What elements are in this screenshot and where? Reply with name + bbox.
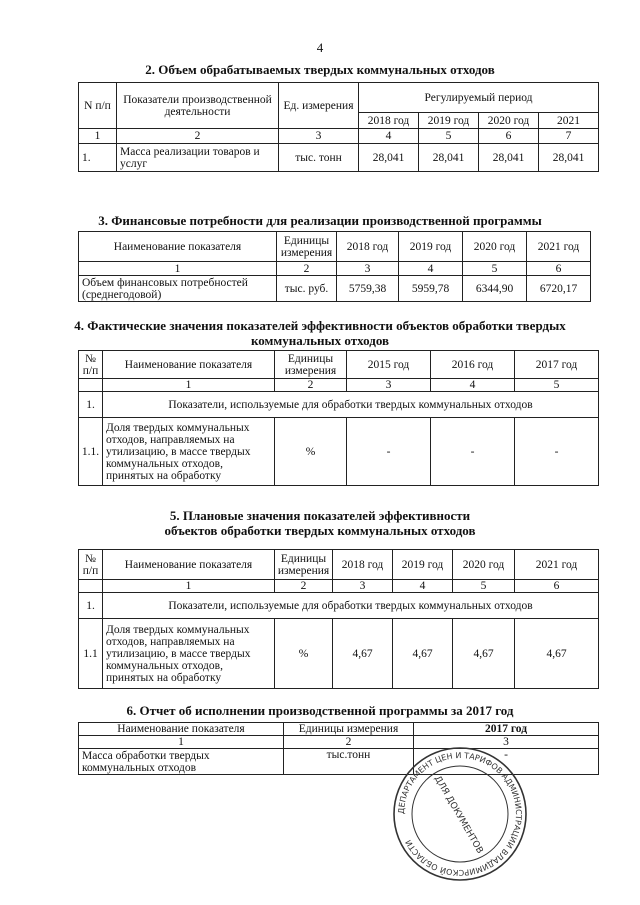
year-cell: 2018 год [337, 232, 399, 262]
index-cell: 3 [333, 580, 393, 593]
year-cell: 2016 год [431, 351, 515, 379]
index-cell: 4 [393, 580, 453, 593]
value-cell: 28,041 [419, 144, 479, 172]
header-unit: Единицы измерения [275, 351, 347, 379]
index-cell: 4 [431, 379, 515, 392]
row-name: Доля твердых коммунальных отходов, направляемых на утилизацию, в массе твердых коммунальных отходов, принятых на обработку [103, 418, 275, 486]
year-cell: 2019 год [419, 113, 479, 129]
index-cell: 2 [117, 129, 279, 144]
section-2-title: 2. Объем обрабатываемых твердых коммунальных отходов [145, 62, 495, 77]
index-cell [79, 379, 103, 392]
page-number: 4 [316, 40, 324, 55]
year-cell: 2021 [539, 113, 599, 129]
index-cell: 6 [515, 580, 599, 593]
year-cell: 2021 год [515, 550, 599, 580]
header-unit: Единицы измерения [277, 232, 337, 262]
index-cell: 5 [515, 379, 599, 392]
index-cell: 3 [279, 129, 359, 144]
row-name: Масса обработки твердых коммунальных отходов [79, 749, 284, 775]
value-cell: 6720,17 [527, 276, 591, 302]
year-cell: 2018 год [359, 113, 419, 129]
value-cell: 5759,38 [337, 276, 399, 302]
header-unit: Единицы измерения [275, 550, 333, 580]
value-cell: 28,041 [479, 144, 539, 172]
row-unit: % [275, 619, 333, 689]
row-num: 1. [79, 144, 117, 172]
index-cell: 3 [337, 262, 399, 276]
value-cell: 4,67 [515, 619, 599, 689]
index-cell: 1 [103, 379, 275, 392]
header-indicator: Показатели производственной деятельности [117, 83, 279, 129]
group-num: 1. [79, 593, 103, 619]
value-cell: - [431, 418, 515, 486]
index-cell: 5 [419, 129, 479, 144]
stamp-center-text: ДЛЯ ДОКУМЕНТОВ [431, 774, 485, 856]
row-unit: тыс. тонн [279, 144, 359, 172]
value-cell: 4,67 [393, 619, 453, 689]
index-cell: 5 [463, 262, 527, 276]
header-name: Наименование показателя [79, 232, 277, 262]
index-cell: 1 [79, 736, 284, 749]
header-name: Наименование показателя [79, 723, 284, 736]
section-5-table [78, 549, 599, 689]
value-cell: 4,67 [453, 619, 515, 689]
header-period: Регулируемый период [359, 83, 599, 113]
row-name: Объем финансовых потребностей (среднегодовой) [79, 276, 277, 302]
value-cell: 28,041 [359, 144, 419, 172]
row-unit: % [275, 418, 347, 486]
index-cell: 2 [275, 379, 347, 392]
year-cell: 2020 год [453, 550, 515, 580]
section-3-title: 3. Финансовые потребности для реализации производственной программы [98, 213, 542, 228]
index-cell: 2 [277, 262, 337, 276]
section-5-title: 5. Плановые значения показателей эффективности объектов обработки твердых коммунальных отходов [164, 508, 476, 538]
value-cell: 5959,78 [399, 276, 463, 302]
header-num: N п/п [79, 83, 117, 129]
section-3-table [78, 231, 591, 302]
index-cell: 2 [275, 580, 333, 593]
index-cell: 7 [539, 129, 599, 144]
year-cell: 2018 год [333, 550, 393, 580]
section-4-title: 4. Фактические значения показателей эффективности объектов обработки твердых коммунальных отходов [74, 318, 566, 348]
row-name: Масса реализации товаров и услуг [117, 144, 279, 172]
row-num: 1.1 [79, 619, 103, 689]
header-year: 2017 год [414, 723, 599, 736]
header-name: Наименование показателя [103, 550, 275, 580]
index-cell: 1 [79, 262, 277, 276]
section-6-title: 6. Отчет об исполнении производственной программы за 2017 год [126, 703, 514, 718]
index-cell [79, 580, 103, 593]
index-cell: 5 [453, 580, 515, 593]
section-2-table [78, 82, 599, 172]
header-unit: Единицы измерения [284, 723, 414, 736]
header-name: Наименование показателя [103, 351, 275, 379]
year-cell: 2019 год [399, 232, 463, 262]
year-cell: 2019 год [393, 550, 453, 580]
row-unit: тыс.тонн [284, 749, 414, 775]
year-cell: 2021 год [527, 232, 591, 262]
header-unit: Ед. измерения [279, 83, 359, 129]
official-stamp [390, 744, 530, 884]
year-cell: 2017 год [515, 351, 599, 379]
year-cell: 2020 год [479, 113, 539, 129]
index-cell: 4 [399, 262, 463, 276]
value-cell: - [515, 418, 599, 486]
group-num: 1. [79, 392, 103, 418]
index-cell: 1 [103, 580, 275, 593]
index-cell: 4 [359, 129, 419, 144]
value-cell: - [414, 749, 599, 775]
row-num: 1.1. [79, 418, 103, 486]
value-cell: 4,67 [333, 619, 393, 689]
year-cell: 2015 год [347, 351, 431, 379]
value-cell: 28,041 [539, 144, 599, 172]
value-cell: 6344,90 [463, 276, 527, 302]
section-4-table [78, 350, 599, 486]
index-cell: 2 [284, 736, 414, 749]
row-unit: тыс. руб. [277, 276, 337, 302]
value-cell: - [347, 418, 431, 486]
row-name: Доля твердых коммунальных отходов, направляемых на утилизацию, в массе твердых коммунальных отходов, принятых на обработку [103, 619, 275, 689]
index-cell: 6 [479, 129, 539, 144]
group-label: Показатели, используемые для обработки твердых коммунальных отходов [103, 593, 599, 619]
header-num: № п/п [79, 351, 103, 379]
header-num: № п/п [79, 550, 103, 580]
year-cell: 2020 год [463, 232, 527, 262]
index-cell: 3 [347, 379, 431, 392]
group-label: Показатели, используемые для обработки твердых коммунальных отходов [103, 392, 599, 418]
index-cell: 3 [414, 736, 599, 749]
stamp-ring-text: ДЕПАРТАМЕНТ ЦЕН И ТАРИФОВ АДМИНИСТРАЦИИ ВЛАДИМИРСКОЙ ОБЛАСТИ [396, 750, 524, 878]
index-cell: 1 [79, 129, 117, 144]
index-cell: 6 [527, 262, 591, 276]
